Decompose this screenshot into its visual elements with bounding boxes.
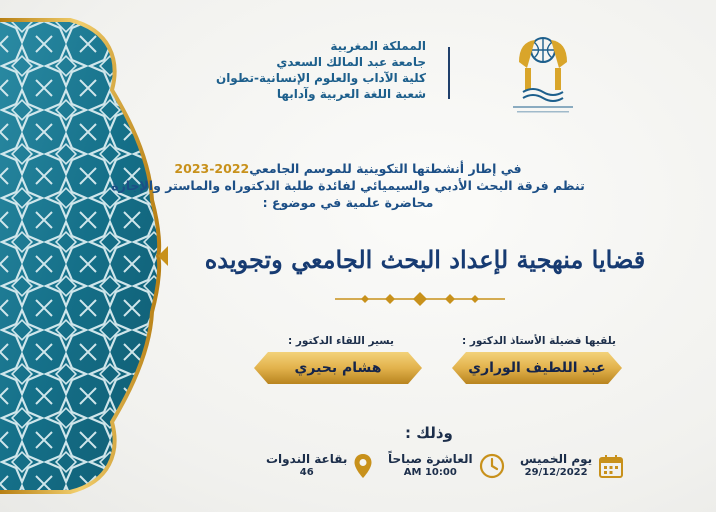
intro-line-2: تنظم فرقة البحث الأدبي والسيميائي لفائدة طلبة الدكتوراه والماستر والإجازة [111, 178, 585, 193]
lecture-title: قضايا منهجية لإعداد البحث الجامعي وتجويده [204, 245, 646, 274]
intro-block [88, 160, 608, 211]
moderator-name: هشام بحيري [294, 360, 382, 376]
location-pin-icon [353, 453, 373, 479]
intro-line-3: محاضرة علمية في موضوع : [262, 195, 434, 210]
university-logo [505, 28, 581, 118]
speaker-name: عبد اللطيف الوراري [468, 360, 606, 376]
date-info [520, 452, 624, 480]
calendar-icon [598, 453, 624, 479]
date-text [520, 452, 592, 480]
date-label: يوم الخميس [520, 452, 593, 466]
academic-year: 2022-2023 [174, 161, 250, 176]
department-name: شعبة اللغة العربية وآدابها [276, 87, 426, 101]
islamic-ornament-panel [0, 0, 170, 512]
date-value: 29/12/2022 [524, 467, 588, 478]
header-divider [448, 47, 450, 99]
and-label: وذلك : [405, 424, 453, 442]
moderator-label: يسير اللقاء الدكتور : [288, 335, 394, 347]
moderator-ribbon [254, 352, 422, 384]
university-name: جامعة عبد المالك السعدي [276, 55, 426, 69]
time-text [388, 452, 473, 480]
time-label: العاشرة صباحاً [388, 452, 473, 466]
time-value: 10:00 AM [403, 467, 457, 478]
place-value: 46 [299, 467, 314, 478]
institution-header [216, 38, 426, 102]
intro-line-1-prefix: في إطار أنشطتها التكوينية للموسم الجامعي [249, 161, 522, 176]
place-label: بقاعة الندوات [266, 452, 348, 466]
time-info [388, 452, 505, 480]
country-name: المملكة المغربية [330, 39, 426, 53]
faculty-name: كلية الآداب والعلوم الإنسانية-تطوان [215, 71, 426, 85]
title-divider-ornament [335, 292, 505, 306]
speaker-label: يلقيها فضيلة الأستاذ الدكتور : [462, 335, 616, 347]
clock-icon [479, 453, 505, 479]
intro-line-1 [88, 160, 608, 177]
place-text [266, 452, 347, 480]
speaker-ribbon [452, 352, 622, 384]
place-info [266, 452, 373, 480]
